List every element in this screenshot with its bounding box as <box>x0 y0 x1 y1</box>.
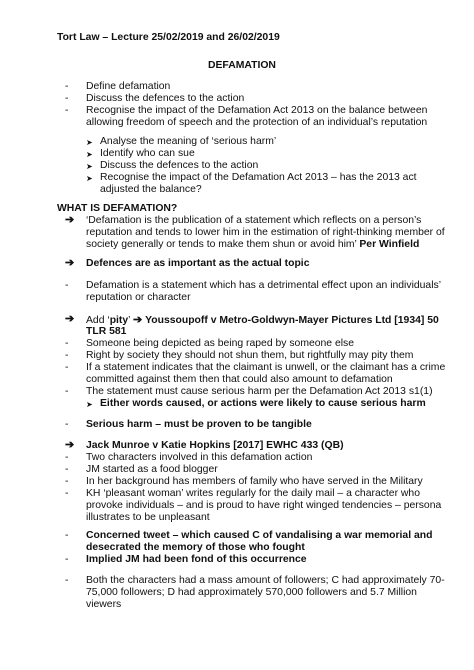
sub-objective-item: Identify who can sue <box>100 148 195 159</box>
document-header: Tort Law – Lecture 25/02/2019 and 26/02/2019 <box>57 32 280 43</box>
winfield-author: Per Winfield <box>359 239 420 250</box>
triangle-bullet-icon: ➤ <box>86 174 93 183</box>
sub-objective-item-cont: adjusted the balance? <box>100 184 202 195</box>
dash-bullet: - <box>65 105 69 116</box>
arrow-bullet-icon: ➔ <box>65 214 75 226</box>
dash-bullet: - <box>65 280 69 291</box>
objective-item: Discuss the defences to the action <box>86 93 245 104</box>
dash-bullet: - <box>65 575 69 586</box>
case-point: Two characters involved in this defamation action <box>86 452 313 463</box>
tweet-point: Concerned tweet – which caused C of vandalising a war memorial and <box>86 530 433 541</box>
pity-point: Right by society they should not shun them, but rightfully may pity them <box>86 350 414 361</box>
objective-item: Define defamation <box>86 81 171 92</box>
pity-point: Someone being depicted as being raped by someone else <box>86 338 355 349</box>
definition-text-cont: reputation or character <box>86 292 191 303</box>
winfield-quote: ‘Defamation is the publication of a statement which reflects on a person’s <box>86 215 422 226</box>
pity-suffix: ’ <box>128 315 133 326</box>
arrow-bullet-icon: ➔ <box>65 439 75 451</box>
triangle-bullet-icon: ➤ <box>86 150 93 159</box>
dash-bullet: - <box>65 452 69 463</box>
case-point: KH ‘pleasant woman’ writes regularly for the daily mail – a character who <box>86 488 420 499</box>
dash-bullet: - <box>65 488 69 499</box>
winfield-quote-text: society generally or tends to make them shun or avoid him’ <box>86 239 357 250</box>
arrow-bullet-icon: ➔ <box>65 313 75 325</box>
dash-bullet: - <box>65 362 69 373</box>
triangle-bullet-icon: ➤ <box>86 162 93 171</box>
page-title: DEFAMATION <box>208 60 276 71</box>
pity-point-cont: committed against them then that could also amount to defamation <box>86 374 393 385</box>
triangle-bullet-icon: ➤ <box>86 138 93 147</box>
winfield-quote-last <box>86 239 419 251</box>
pity-point: The statement must cause serious harm per the Defamation Act 2013 s1(1) <box>86 386 433 397</box>
followers-text: Both the characters had a mass amount of followers; C had approximately 70- <box>86 575 445 586</box>
arrow-bullet-icon: ➔ <box>65 257 75 269</box>
tweet-point-cont: desecrated the memory of those who fought <box>86 542 305 553</box>
dash-bullet: - <box>65 386 69 397</box>
section-heading: WHAT IS DEFAMATION? <box>57 203 178 214</box>
objective-item: Recognise the impact of the Defamation Act 2013 on the balance between <box>86 105 428 116</box>
tweet-point: Implied JM had been fond of this occurrence <box>86 554 307 565</box>
pity-prefix: Add ‘ <box>86 315 110 326</box>
sub-objective-item: Recognise the impact of the Defamation Act 2013 – has the 2013 act <box>100 172 417 183</box>
case-point-cont: illustrates to be unpleasant <box>86 512 210 523</box>
dash-bullet: - <box>65 338 69 349</box>
followers-text-cont: 75,000 followers; D had approximately 570,000 followers and 5.7 Million <box>86 587 417 598</box>
triangle-bullet-icon: ➤ <box>86 400 93 409</box>
dash-bullet: - <box>65 554 69 565</box>
case-point: JM started as a food blogger <box>86 464 218 475</box>
dash-bullet: - <box>65 476 69 487</box>
dash-bullet: - <box>65 81 69 92</box>
case-heading: Jack Munroe v Katie Hopkins [2017] EWHC 433 (QB) <box>86 440 344 451</box>
sub-objective-item: Discuss the defences to the action <box>100 160 259 171</box>
defences-note: Defences are as important as the actual topic <box>86 258 310 269</box>
pity-case-cont: TLR 581 <box>86 326 127 337</box>
winfield-quote: reputation and tends to lower him in the estimation of right-thinking member of <box>86 227 445 238</box>
pity-word: pity <box>109 315 129 326</box>
sub-objective-item: Analyse the meaning of ‘serious harm’ <box>100 136 277 147</box>
arrow-inline-icon: ➔ <box>132 314 143 326</box>
dash-bullet: - <box>65 93 69 104</box>
pity-case: Youssoupoff v Metro-Goldwyn-Mayer Pictures Ltd [1934] 50 <box>145 315 439 326</box>
dash-bullet: - <box>65 350 69 361</box>
either-words: Either words caused, or actions were likely to cause serious harm <box>100 398 426 409</box>
dash-bullet: - <box>65 530 69 541</box>
serious-harm: Serious harm – must be proven to be tangible <box>86 419 312 430</box>
definition-text: Defamation is a statement which has a detrimental effect upon an individuals’ <box>86 280 442 291</box>
followers-text-cont: viewers <box>86 599 122 610</box>
dash-bullet: - <box>65 464 69 475</box>
case-point: In her background has members of family who have served in the Military <box>86 476 423 487</box>
pity-point: If a statement indicates that the claimant is unwell, or the claimant has a crime <box>86 362 446 373</box>
objective-item-cont: allowing freedom of speech and the protection of an individual’s reputation <box>86 117 428 128</box>
pity-heading <box>86 314 439 327</box>
case-point-cont: provoke individuals – and is proud to have right winged tendencies – persona <box>86 500 442 511</box>
dash-bullet: - <box>65 419 69 430</box>
